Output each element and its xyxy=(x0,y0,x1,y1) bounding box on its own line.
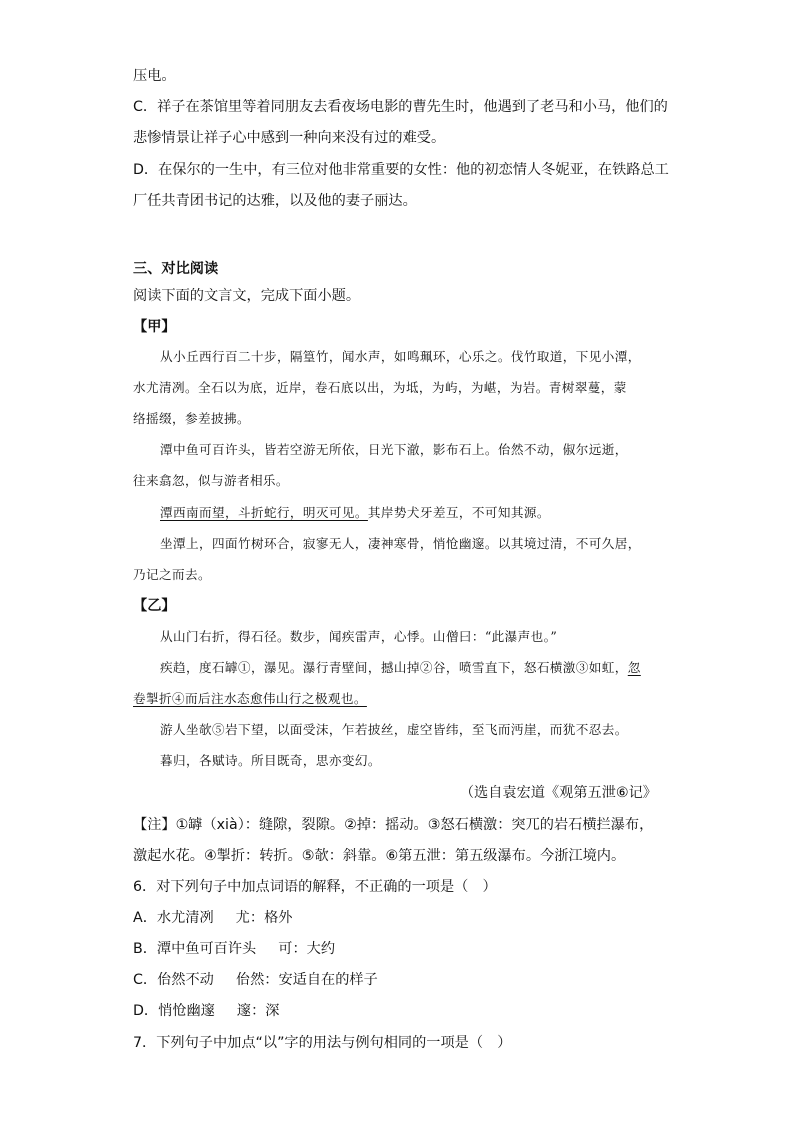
jia-p1-line3: 络摇缀，参差披拂。 xyxy=(133,411,250,426)
q6-option-c-word: 佁然 xyxy=(235,972,265,988)
q6-option-c: C．佁然不动 佁然：安适自在的样子 xyxy=(133,972,378,988)
option-c-line1: C．祥子在茶馆里等着同朋友去看夜场电影的曹先生时，他遇到了老马和小马，他们的 xyxy=(133,99,668,115)
q6-option-b-word: 可 xyxy=(278,941,293,957)
q6-option-a: A．水尤清冽 尤：格外 xyxy=(133,910,293,926)
jia-p3 xyxy=(160,503,550,523)
passage-jia-label: 【甲】 xyxy=(133,319,176,335)
jia-p4-line2: 乃记之而去。 xyxy=(133,567,211,582)
yi-p2-line2-underlined: 卷掣折④而后注水态愈伟山行之极观也。 xyxy=(133,691,367,706)
option-b-tail: 压电。 xyxy=(133,68,176,84)
yi-p1: 从山门右折，得石径。数步，闻疾雷声，心悸。山僧曰：“此瀑声也。” xyxy=(160,629,558,644)
jia-p2-line1: 潭中鱼可百许头，皆若空游无所依，日光下澈，影布石上。佁然不动，俶尔远逝， xyxy=(160,442,628,457)
q6-option-b: B．潭中鱼可百许头 可：大约 xyxy=(133,941,336,957)
jia-p2-line2: 往来翕忽，似与游者相乐。 xyxy=(133,473,289,488)
option-d-line2: 厂任共青团书记的达雅，以及他的妻子丽达。 xyxy=(133,193,417,209)
yi-p2-line1-underlined: 忽 xyxy=(627,660,641,675)
jia-p3-rest: 其岸势犬牙差互，不可知其源。 xyxy=(367,505,550,520)
option-d-line1: D．在保尔的一生中，有三位对他非常重要的女性：他的初恋情人冬妮亚，在铁路总工 xyxy=(133,162,669,178)
section-heading: 三、对比阅读 xyxy=(133,261,219,277)
jia-p3-underlined-sentence: 潭西南而望，斗折蛇行，明灭可见。 xyxy=(160,505,368,520)
section-instruction: 阅读下面的文言文，完成下面小题。 xyxy=(133,288,361,304)
q6-option-d-sentence: 悄怆幽邃 xyxy=(158,1003,215,1019)
jia-p1-line2: 水尤清冽。全石以为底，近岸，卷石底以出，为坻，为屿，为嵁，为岩。青树翠蔓，蒙 xyxy=(133,380,627,395)
jia-p1-line1: 从小丘西行百二十步，隔篁竹，闻水声，如鸣珮环，心乐之。伐竹取道，下见小潭， xyxy=(160,349,641,364)
passage-yi-label: 【乙】 xyxy=(133,598,176,614)
notes-line2: 激起水花。④掣折：转折。⑤欹：斜靠。⑥第五泄：第五级瀑布。今浙江境内。 xyxy=(133,848,626,864)
q7-stem: 7．下列句子中加点“以”字的用法与例句相同的一项是（ ） xyxy=(133,1035,512,1051)
jia-p4-line1: 坐潭上，四面竹树环合，寂寥无人，凄神寒骨，悄怆幽邃。以其境过清，不可久居， xyxy=(160,536,641,551)
q6-option-c-sentence: 佁然不动 xyxy=(157,972,214,988)
q6-option-d: D．悄怆幽邃 邃：深 xyxy=(133,1003,280,1019)
q6-option-b-sentence: 潭中鱼可百许头 xyxy=(156,941,257,957)
yi-source: （选自袁宏道《观第五泄⑥记》 xyxy=(459,785,657,801)
q6-option-a-sentence: 水尤清冽 xyxy=(156,910,214,926)
q6-stem: 6．对下列句子中加点词语的解释，不正确的一项是（ ） xyxy=(133,879,497,895)
notes-line1: 【注】①罅（xià）：缝隙，裂隙。②掉：摇动。③怒石横激：突兀的岩石横拦瀑布， xyxy=(133,817,654,833)
yi-p4: 暮归，各赋诗。所目既奇，思亦变幻。 xyxy=(160,753,381,768)
q6-option-d-word: 邃 xyxy=(236,1003,252,1019)
yi-p3: 游人坐欹⑤岩下望，以面受沫，乍若披丝，虚空皆纬，至飞而沔崖，而犹不忍去。 xyxy=(160,722,628,737)
yi-p2-line1 xyxy=(160,658,641,678)
yi-p2-line1-text: 疾趋，度石罅①，瀑见。瀑行青壁间，撼山掉②谷，喷雪直下，怒石横激③如虹， xyxy=(160,660,628,675)
option-c-line2: 悲惨情景让祥子心中感到一种向来没有过的难受。 xyxy=(133,130,446,146)
q6-option-a-word: 尤 xyxy=(235,910,250,926)
